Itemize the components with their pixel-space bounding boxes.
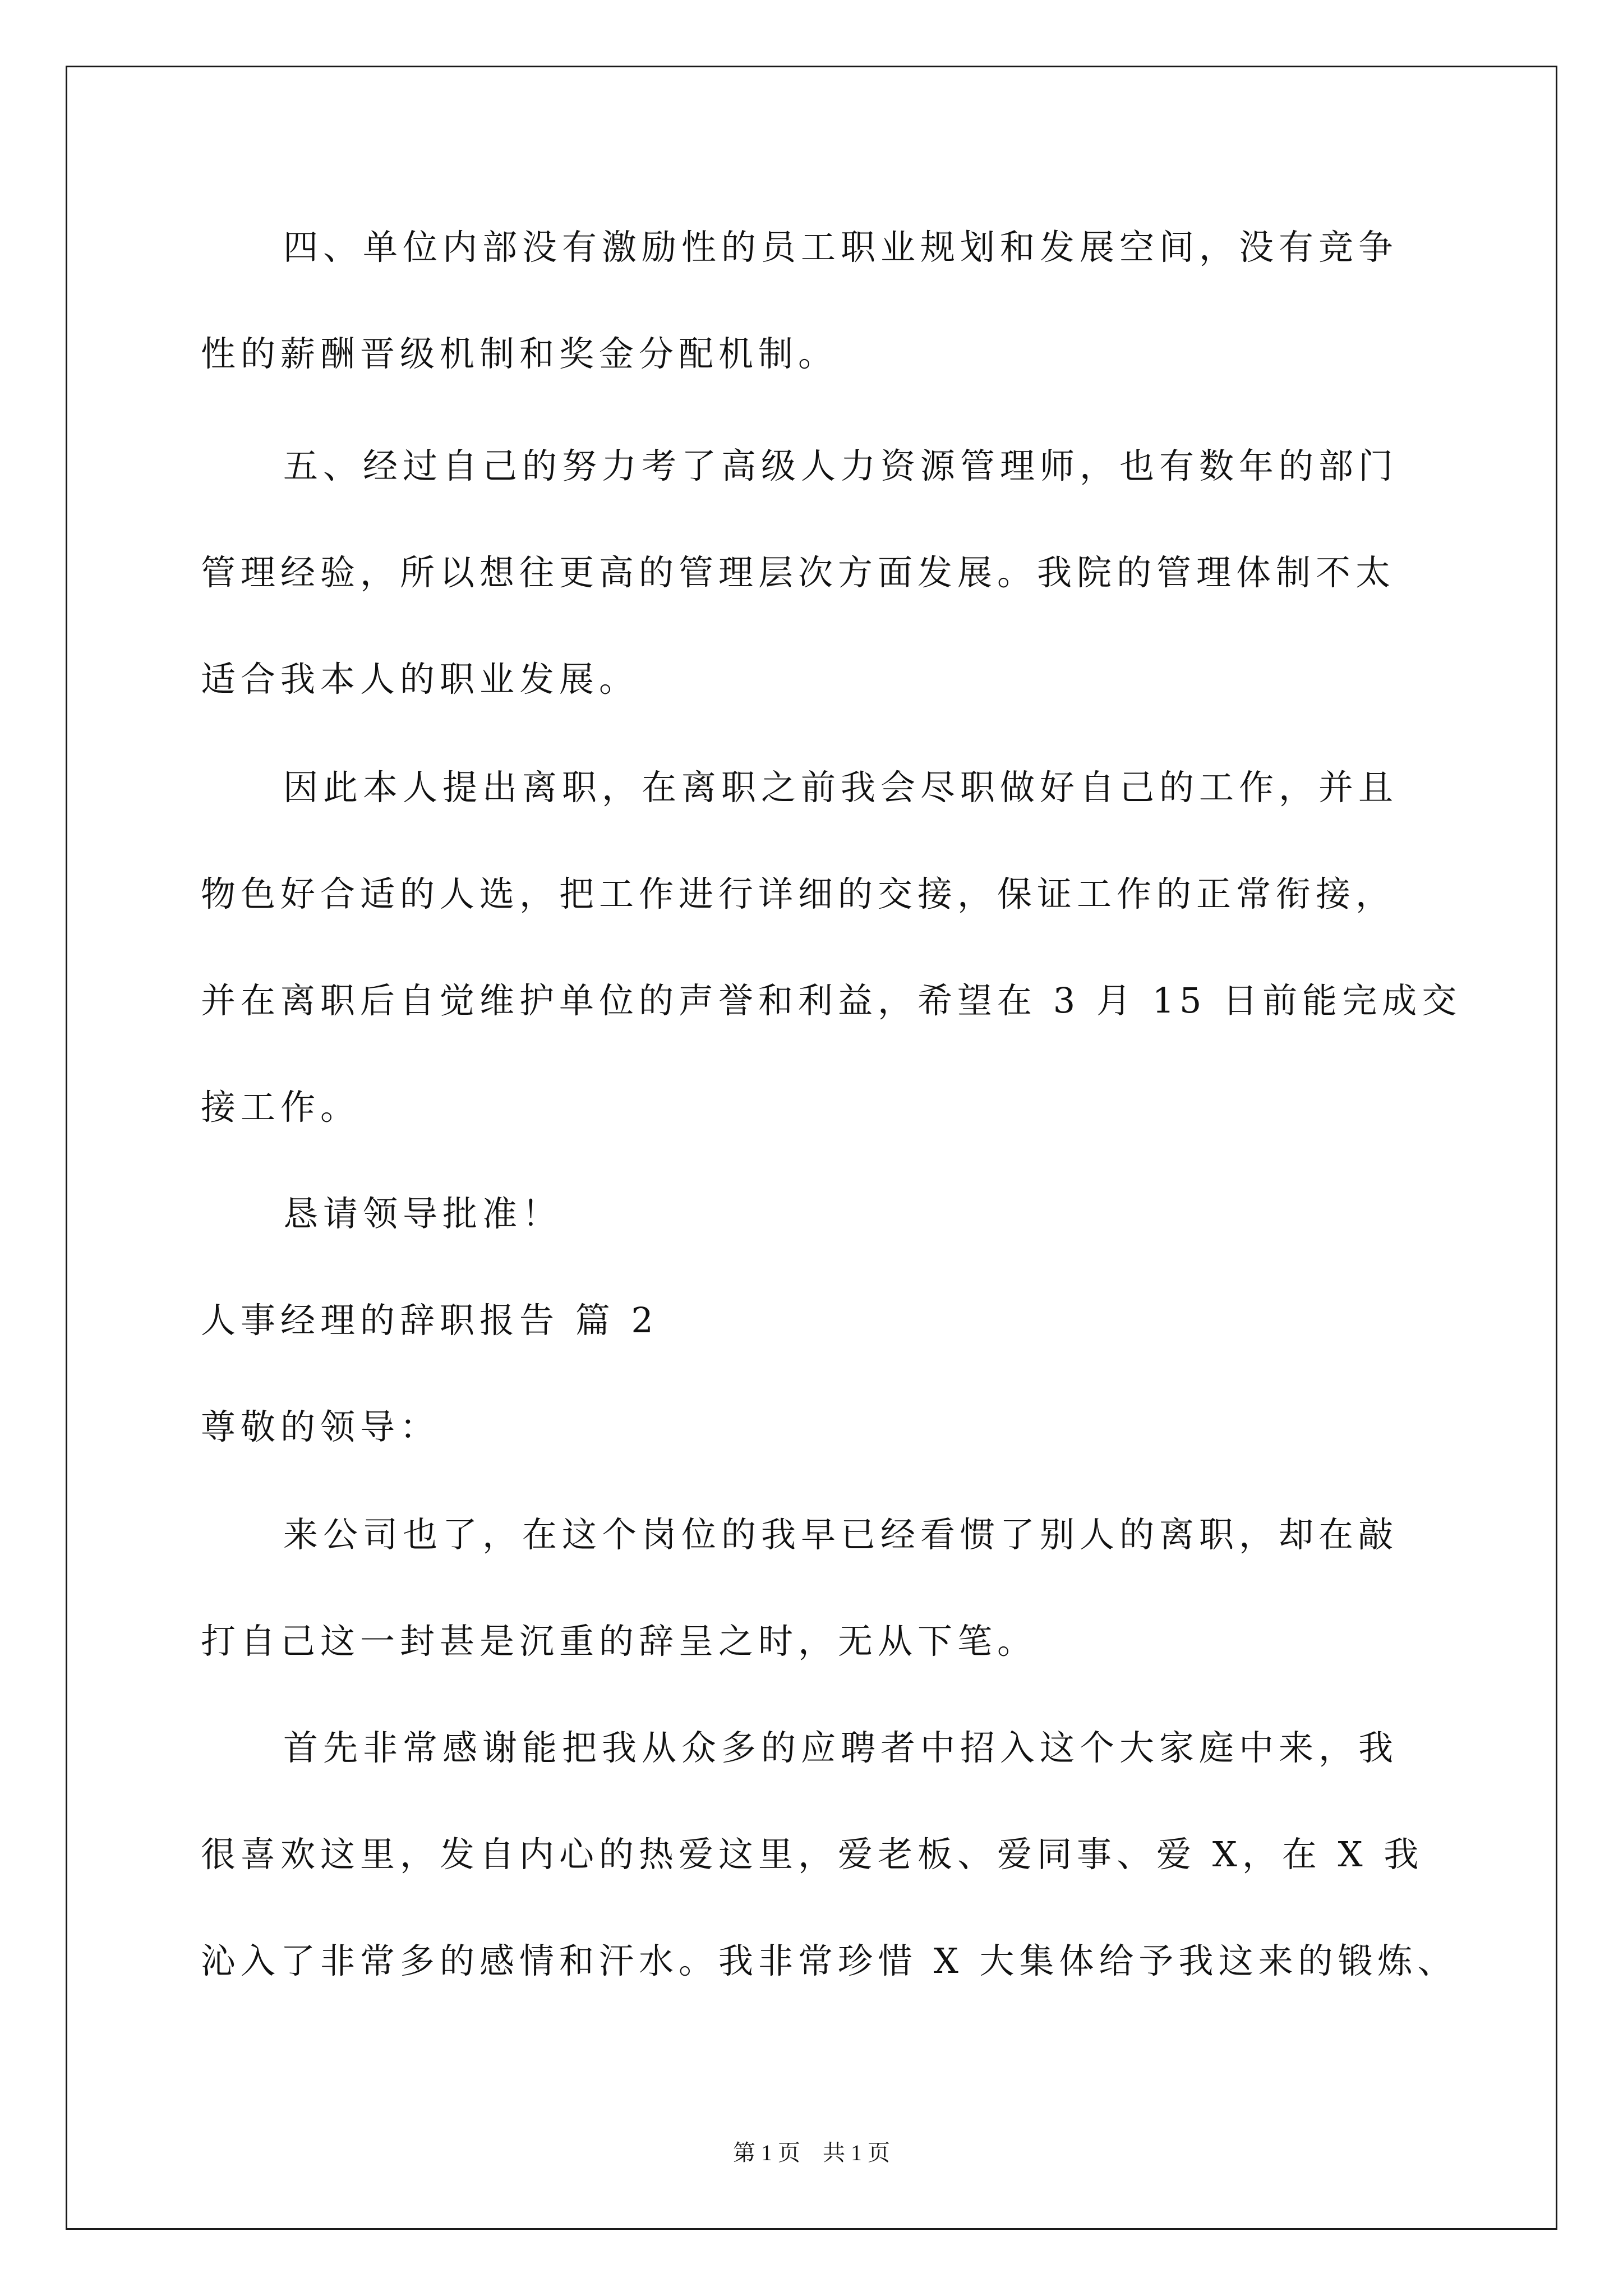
paragraph-line: 首先非常感谢能把我从众多的应聘者中招入这个大家庭中来，我	[283, 1727, 1399, 1768]
page-number: 第 1 页	[733, 2140, 800, 2165]
page-total: 共 1 页	[823, 2140, 890, 2165]
paragraph-line: 来公司也了，在这个岗位的我早已经看惯了别人的离职，却在敲	[283, 1514, 1399, 1555]
salutation: 尊敬的领导：	[201, 1406, 440, 1447]
section-heading: 人事经理的辞职报告 篇 2	[201, 1300, 658, 1341]
paragraph-line: 并在离职后自觉维护单位的声誉和利益，希望在 3 月 15 日前能完成交	[201, 980, 1462, 1021]
paragraph-line: 很喜欢这里，发自内心的热爱这里，爱老板、爱同事、爱 X，在 X 我	[201, 1834, 1424, 1875]
paragraph-line: 接工作。	[201, 1087, 361, 1128]
paragraph-line: 因此本人提出离职，在离职之前我会尽职做好自己的工作，并且	[283, 767, 1399, 808]
page-border	[66, 66, 1557, 2230]
paragraph-line: 沁入了非常多的感情和汗水。我非常珍惜 X 大集体给予我这来的锻炼、	[201, 1940, 1458, 1981]
paragraph-line: 四、单位内部没有激励性的员工职业规划和发展空间，没有竞争	[283, 227, 1399, 268]
paragraph-line: 适合我本人的职业发展。	[201, 659, 639, 700]
paragraph-line: 打自己这一封甚是沉重的辞呈之时，无从下笔。	[201, 1621, 1038, 1662]
paragraph-line: 物色好合适的人选，把工作进行详细的交接，保证工作的正常衔接，	[201, 873, 1396, 914]
closing-line: 恳请领导批准！	[283, 1193, 562, 1234]
paragraph-line: 五、经过自己的努力考了高级人力资源管理师，也有数年的部门	[283, 445, 1399, 486]
paragraph-line: 性的薪酬晋级机制和奖金分配机制。	[201, 333, 838, 374]
page-footer	[0, 2135, 1623, 2167]
paragraph-line: 管理经验，所以想往更高的管理层次方面发展。我院的管理体制不太	[201, 552, 1396, 593]
